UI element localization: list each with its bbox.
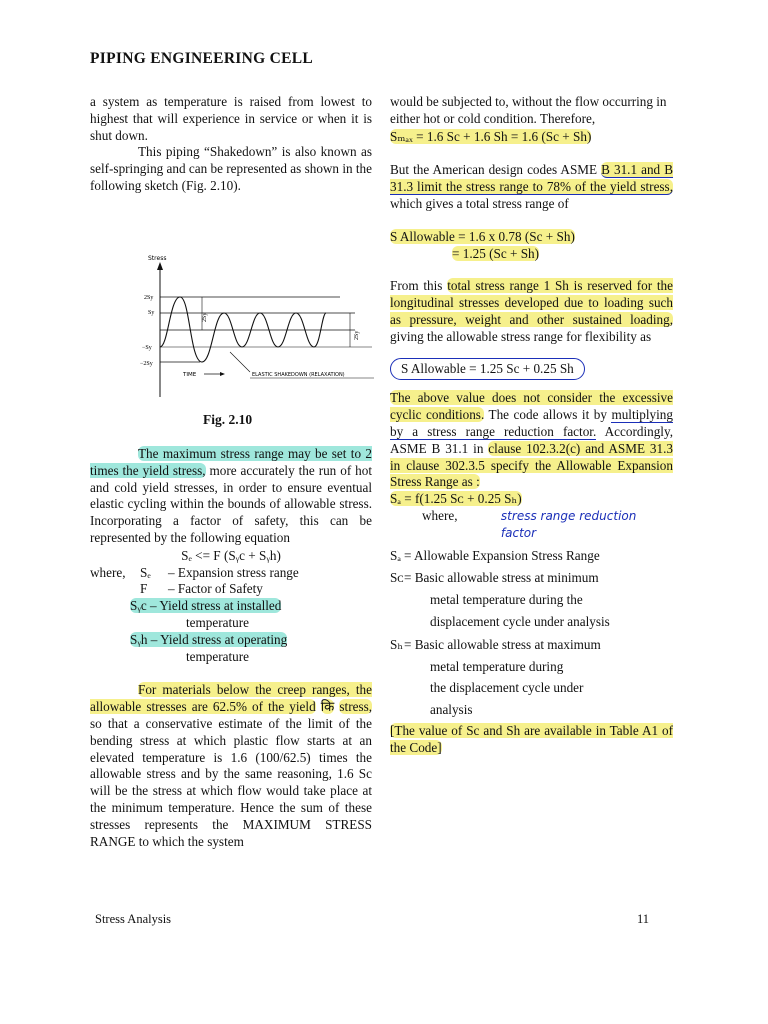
definition-list: Sₐ = Allowable Expansion Stress Range Sᴄ = Basic allowable stress at minimum metal temperature during the displacement cycle under analysis Sₕ = Basic allowable stress at maximum metal temperature during the displacement cycle under analysis [390, 548, 673, 719]
right-paragraph-4: The above value does not consider the excessive cyclic conditions. The code allows it by multiplying by a stress range reduction factor. Accordingly, ASME B 31.1 in clause 102.3.2(c) and ASME 31.3 in clause 302.3.5 specify the Allowable Expansion Stress Range as : [390, 390, 673, 490]
sketch-ylabel: Stress [148, 255, 167, 262]
right-paragraph-1: would be subjected to, without the flow occurring in either hot or cold condition. Therefore, [390, 94, 667, 126]
equation-boxed: S Allowable = 1.25 Sc + 0.25 Sh [390, 358, 673, 381]
handwritten-note: stress range reduction factor [500, 508, 637, 540]
page-header: PIPING ENGINEERING CELL [90, 50, 314, 67]
shakedown-sketch [140, 252, 380, 402]
left-column-lower: The maximum stress range may be set to 2 times the yield stress, more accurately the run of hot and cold yield stresses, in order to ensure eventual elastic cycling within the bounds of allowable stress. Incorporating a factor of safety, this can be represented by the following equation Sₑ <= F (Sᵧc + Sᵧh) where, Sₑ – Expansion stress range F – Factor of Safety Sᵧc – Yield stress at installed temperature Sᵧh – Yield stress at operating temperature For materials below the creep ranges, the allowable stresses are 62.5% of the yield कि stress, so that a conservative estimate of the limit of the bending stress at which plastic flow starts at an elevated temperature is 1.6 (100/62.5) times the allowable stress and by the same reasoning, 1.6 Sc will be the stress at which flow would take place at the minimum temperature. Hence the sum of these stresses represents the MAXIMUM STRESS RANGE to which the system [90, 446, 373, 849]
right-paragraph-2: But the American design codes ASME B 31.1 and B 31.3 limit the stress range to 78% of the yield stress, which gives a total stress range of [390, 162, 673, 211]
equation-allowable-2: = 1.25 (Sc + Sh) [452, 245, 540, 261]
sketch-dim-1: 2Sy [202, 312, 208, 322]
sketch-time-label: TIME [183, 372, 197, 378]
def-sh: Sₕ = Basic allowable stress at maximum [390, 636, 601, 652]
right-paragraph-3: From this total stress range 1 Sh is reserved for the longitudinal stresses developed due to loading such as pressure, weight and other sustained loading, giving the allowable stress range for flexibility as [390, 278, 673, 344]
equation-sa: Sₐ = f(1.25 Sᴄ + 0.25 Sₕ) [390, 491, 522, 507]
equation-allowable-1: S Allowable = 1.6 x 0.78 (Sc + Sh) [390, 228, 575, 244]
def-sa: Sₐ = Allowable Expansion Stress Range [390, 547, 600, 563]
def-syc: Sᵧc – Yield stress at installed [130, 598, 282, 614]
footer-title: Stress Analysis [95, 912, 172, 926]
def-sc: Sᴄ = Basic allowable stress at minimum [390, 570, 599, 586]
right-column [390, 94, 673, 757]
left-paragraph-1: a system as temperature is raised from lowest to highest that will experience in service or when it is shut down. [90, 94, 372, 143]
left-column [90, 94, 372, 195]
equation-se: Sₑ <= F (Sᵧc + Sᵧh) [181, 547, 281, 563]
sketch-tick-minus-2sy: −2Sy [140, 361, 153, 367]
left-paragraph-2: This piping “Shakedown” is also known as self-springing and can be represented as shown in the following sketch (Fig. 2.10). [90, 144, 372, 193]
sketch-elastic-label: ELASTIC SHAKEDOWN (RELAXATION) [252, 372, 345, 378]
figure-caption: Fig. 2.10 [203, 412, 253, 427]
sketch-tick-2sy: 2Sy [144, 295, 154, 301]
where-line: where, stress range reduction factor [390, 508, 673, 542]
page-number: 11 [637, 912, 650, 926]
stress-wave [160, 297, 326, 362]
left-paragraph-3: The maximum stress range may be set to 2 times the yield stress, more accurately the run of hot and cold yield stresses, in order to ensure eventual elastic cycling within the bounds of allowable stress. Incorporating a factor of safety, this can be represented by the following equation [90, 446, 373, 545]
sketch-dim-2: 2Sy [354, 330, 360, 340]
equation-smax: Sₘₐₓ = 1.6 Sc + 1.6 Sh = 1.6 (Sc + Sh) [390, 128, 592, 144]
sketch-tick-sy: Sy [148, 310, 155, 316]
sketch-tick-minus-sy: −Sy [142, 345, 152, 351]
def-f: F – Factor of Safety [140, 581, 263, 597]
left-paragraph-4: For materials below the creep ranges, the allowable stresses are 62.5% of the yield कि stress, so that a conservative estimate of the limit of the bending stress at which plastic flow starts at an elevated temperature is 1.6 (100/62.5) times the allowable stress and by the same reasoning, 1.6 Sc will be the stress at which flow would take place at the minimum temperature. Hence the sum of these stresses represents the MAXIMUM STRESS RANGE to which the system [90, 682, 373, 849]
def-syh: Sᵧh – Yield stress at operating [130, 631, 288, 647]
def-se: where, Sₑ – Expansion stress range [90, 564, 299, 580]
teal-highlight-max-stress: The maximum stress range may be set to 2 times the yield stress, [90, 446, 372, 478]
table-note: [The value of Sc and Sh are available in Table A1 of the Code] [390, 722, 673, 755]
